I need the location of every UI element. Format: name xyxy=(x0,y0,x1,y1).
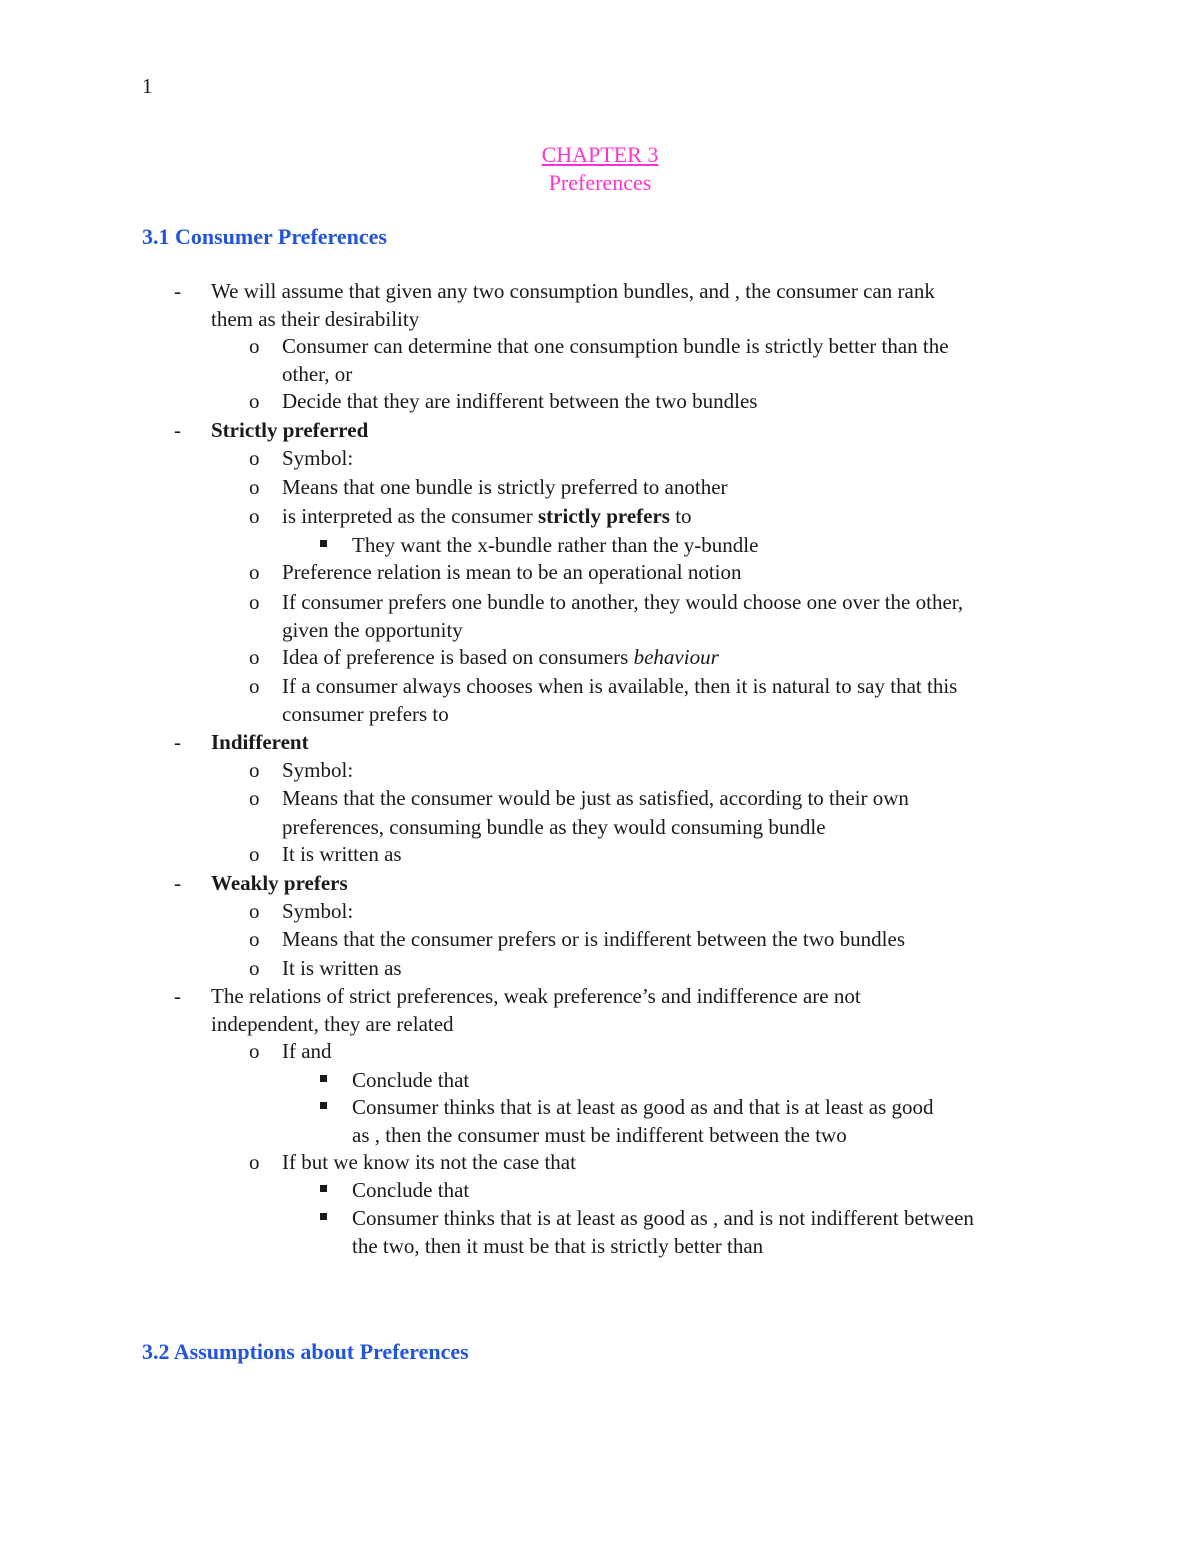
list-item: Means that the consumer prefers or is indifferent between the two bundles xyxy=(282,927,906,951)
square-bullet-icon xyxy=(320,1185,327,1192)
circle-bullet: o xyxy=(249,504,260,528)
list-item: If a consumer always chooses when is available, then it is natural to say that this xyxy=(282,674,958,698)
dash-bullet: - xyxy=(174,984,181,1008)
list-item-continuation: as , then the consumer must be indifferent between the two xyxy=(352,1123,847,1147)
italic-run: behaviour xyxy=(633,645,719,669)
list-item: Consumer can determine that one consumption bundle is strictly better than the xyxy=(282,334,949,358)
list-item: It is written as xyxy=(282,956,402,980)
circle-bullet: o xyxy=(249,927,260,951)
circle-bullet: o xyxy=(249,1039,260,1063)
list-item: Symbol: xyxy=(282,446,354,470)
dash-bullet: - xyxy=(174,279,181,303)
section-heading: 3.2 Assumptions about Preferences xyxy=(142,1339,469,1364)
list-item: Means that one bundle is strictly preferred to another xyxy=(282,475,728,499)
circle-bullet: o xyxy=(249,334,260,358)
list-item: If consumer prefers one bundle to another, they would choose one over the other, xyxy=(282,590,964,614)
circle-bullet: o xyxy=(249,475,260,499)
list-item: Conclude that xyxy=(352,1068,470,1092)
list-item-continuation: preferences, consuming bundle as they would consuming bundle xyxy=(282,815,826,839)
list-item: Preference relation is mean to be an operational notion xyxy=(282,560,742,584)
list-item-continuation: given the opportunity xyxy=(282,618,463,642)
list-item: Decide that they are indifferent between the two bundles xyxy=(282,389,758,413)
list-item: They want the x-bundle rather than the y-bundle xyxy=(352,533,759,557)
page-number: 1 xyxy=(142,74,153,98)
square-bullet-icon xyxy=(320,1075,327,1082)
circle-bullet: o xyxy=(249,645,260,669)
list-item: If but we know its not the case that xyxy=(282,1150,576,1174)
list-item-continuation: independent, they are related xyxy=(211,1012,454,1036)
circle-bullet: o xyxy=(249,956,260,980)
circle-bullet: o xyxy=(249,842,260,866)
list-item: Symbol: xyxy=(282,899,354,923)
text-run: is interpreted as the consumer xyxy=(282,504,538,528)
list-item-continuation: consumer prefers to xyxy=(282,702,449,726)
text-run: to xyxy=(669,504,692,528)
list-item: The relations of strict preferences, weak preference’s and indifference are not xyxy=(211,984,861,1008)
circle-bullet: o xyxy=(249,758,260,782)
circle-bullet: o xyxy=(249,560,260,584)
list-item: We will assume that given any two consumption bundles, and , the consumer can rank xyxy=(211,279,935,303)
dash-bullet: - xyxy=(174,418,181,442)
section-heading: 3.1 Consumer Preferences xyxy=(142,224,387,249)
circle-bullet: o xyxy=(249,899,260,923)
square-bullet-icon xyxy=(320,1102,327,1109)
list-item-continuation: them as their desirability xyxy=(211,307,420,331)
list-item-continuation: other, or xyxy=(282,362,353,386)
circle-bullet: o xyxy=(249,389,260,413)
circle-bullet: o xyxy=(249,674,260,698)
list-item: Means that the consumer would be just as satisfied, according to their own xyxy=(282,786,909,810)
dash-bullet: - xyxy=(174,871,181,895)
circle-bullet: o xyxy=(249,786,260,810)
list-item: Consumer thinks that is at least as good as , and is not indifferent between xyxy=(352,1206,974,1230)
square-bullet-icon xyxy=(320,540,327,547)
list-item: Consumer thinks that is at least as good as and that is at least as good xyxy=(352,1095,934,1119)
list-item xyxy=(282,643,719,671)
bold-run: strictly prefers xyxy=(538,504,670,528)
term-heading: Strictly preferred xyxy=(211,418,369,442)
term-heading: Indifferent xyxy=(211,730,309,754)
circle-bullet: o xyxy=(249,446,260,470)
list-item: Symbol: xyxy=(282,758,354,782)
list-item: Conclude that xyxy=(352,1178,470,1202)
list-item xyxy=(282,502,692,530)
list-item: If and xyxy=(282,1039,332,1063)
chapter-header xyxy=(0,141,1200,197)
square-bullet-icon xyxy=(320,1213,327,1220)
list-item-continuation: the two, then it must be that is strictly better than xyxy=(352,1234,764,1258)
chapter-title: CHAPTER 3 xyxy=(541,142,659,167)
text-run: Idea of preference is based on consumers xyxy=(282,645,634,669)
circle-bullet: o xyxy=(249,1150,260,1174)
chapter-subtitle: Preferences xyxy=(548,170,652,195)
term-heading: Weakly prefers xyxy=(211,871,348,895)
dash-bullet: - xyxy=(174,730,181,754)
list-item: It is written as xyxy=(282,842,402,866)
circle-bullet: o xyxy=(249,590,260,614)
